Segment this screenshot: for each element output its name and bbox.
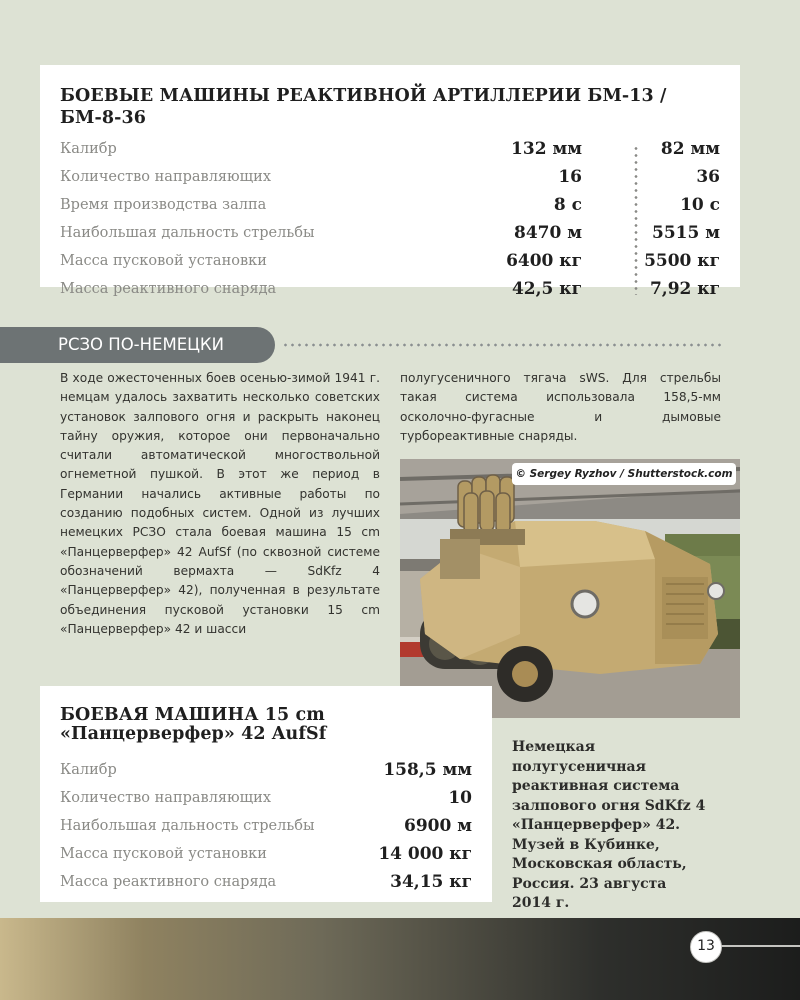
bm13-value: 42,5 кг [511,279,582,299]
table-row [60,247,720,275]
bm13-value: 8470 м [514,223,582,243]
row-label: Масса реактивного снаряда [60,874,277,890]
row-label: Количество направляющих [60,790,272,806]
vehicle-photo [400,459,740,718]
row-label: Калибр [60,141,117,157]
table-row [60,135,720,163]
row-label: Масса пусковой установки [60,253,267,269]
row-label: Количество направляющих [60,169,272,185]
photo-credit: © Sergey Ryzhov / Shutterstock.com [512,463,736,485]
table-row [60,868,472,896]
row-label: Масса реактивного снаряда [60,281,277,297]
footer-rule [720,945,800,947]
bm13-value: 16 [558,167,582,187]
table-row [60,275,720,303]
panzerwerfer-specs-rows [60,756,472,896]
vehicle-illustration [400,459,740,718]
row-value: 10 [448,788,472,808]
row-label: Наибольшая дальность стрельбы [60,818,315,834]
bm13-value: 8 с [553,195,582,215]
section-heading: РСЗО ПО-НЕМЕЦКИ [40,327,275,363]
section-heading-bar [0,327,40,363]
page-number: 13 [690,931,722,963]
bm8-value: 10 с [680,195,720,215]
bm13-value: 6400 кг [506,251,582,271]
photo-caption: Немецкая полугусеничная реактивная система залпового огня SdKfz 4 «Панцерверфер» 42. Музей в Кубинке, Московская область, Россия. 23 августа 2014 г. [512,739,706,911]
bm8-value: 36 [696,167,720,187]
table-row [60,191,720,219]
footer-band [0,918,800,1000]
row-value: 6900 м [404,816,472,836]
bm8-value: 5515 м [652,223,720,243]
body-text-right: полугусеничного тягача sWS. Для стрельбы такая система использовала 158,5-мм осколочно-фугасные и дымовые турбореактивные снаряды. [400,371,721,443]
bm8-value: 82 мм [660,139,720,159]
row-value: 158,5 мм [383,760,472,780]
panzerwerfer-title-line2: «Панцерверфер» 42 AufSf [60,724,327,744]
bm-specs-rows [60,135,720,303]
table-row [60,812,472,840]
section-dotted-rule [282,343,722,347]
row-value: 34,15 кг [390,872,472,892]
row-label: Время производства залпа [60,197,267,213]
bm13-value: 132 мм [511,139,582,159]
row-label: Калибр [60,762,117,778]
body-text-left: В ходе ожесточенных боев осенью-зимой 1941 г. немцам удалось захватить несколько советских установок залпового огня и раскрыть наконец тайну оружия, которое они первоначально считали автоматической многоствольной огнеметной пушкой. В этот же период в Германии начались активные работы по созданию подобных систем. Одной из лучших немецких РСЗО стала боевая машина 15 cm «Панцерверфер» 42 AufSf (по сквозной системе обозначений вермахта — SdKfz 4 «Панцерверфер» 42), полученная в результате объединения пусковой установки 15 cm «Панцерверфер» 42 и шасси [60,371,380,636]
bm-specs-box [40,65,740,299]
table-row [60,219,720,247]
bm8-value: 7,92 кг [649,279,720,299]
table-row [60,840,472,868]
row-label: Масса пусковой установки [60,846,267,862]
bm8-value: 5500 кг [644,251,720,271]
table-row [60,163,720,191]
table-row [60,756,472,784]
panzerwerfer-specs-box [40,686,492,902]
bm-specs-title: БОЕВЫЕ МАШИНЫ РЕАКТИВНОЙ АРТИЛЛЕРИИ БМ-13 / БМ-8-36 [60,86,667,128]
table-row [60,784,472,812]
panzerwerfer-title-line1: БОЕВАЯ МАШИНА 15 cm [60,705,325,725]
row-label: Наибольшая дальность стрельбы [60,225,315,241]
row-value: 14 000 кг [378,844,472,864]
